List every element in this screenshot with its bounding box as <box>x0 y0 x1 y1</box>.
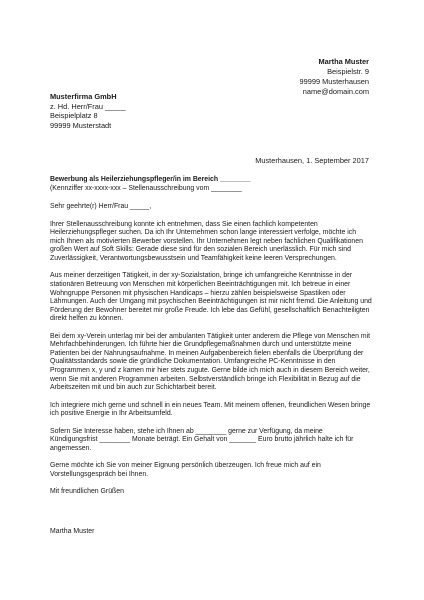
recipient-city: 99999 Musterstadt <box>50 120 112 130</box>
salutation: Sehr geehrte(r) Herr/Frau _____, <box>50 203 152 211</box>
sender-name: Martha Muster <box>318 57 369 66</box>
recipient-attn: z. Hd. Herr/Frau _____ <box>50 101 126 111</box>
letter-subject: Bewerbung als Heilerziehungspfleger/in im Bereich ________ <box>50 176 251 183</box>
sender-email: name@domain.com <box>302 87 369 96</box>
paragraph: Gerne möchte ich Sie von meiner Eignung persönlich überzeugen. Ich freue mich auf ein Vorstellungsgespräch bei Ihnen. <box>50 462 321 478</box>
sender-address <box>300 57 369 97</box>
letter-date: Musterhausen, 1. September 2017 <box>255 156 369 165</box>
paragraph: Ich integriere mich gerne und schnell in ein neues Team. Mit meinem offenen, freundlichen Wesen bringe ich positive Energie in Ihr Arbeitsumfeld. <box>50 401 371 418</box>
sender-city: 99999 Musterhausen <box>299 77 369 86</box>
paragraph: Bei dem xy-Verein unterlag mir bei der ambulanten Tätigkeit unter anderem die Pflege von Menschen mit Mehrfachbehinderungen. Ich führte hier die Grundpflegemaßnahmen durch und unterstützte meine Patienten bei der Nahrungsaufnahme. In meinen Aufgabenbereich fielen ebenfalls die Überprüfung der Qualitätsstandards sowie die gründliche Dokumentation. Umfangreiche PC-Kenntnisse in den Programmen x, y und z kamen mir hier stets zugute. Gerne bilde ich mich auch in diesem Bereich weiter, wenn Sie mit anderen Programmen arbeiten. Selbstverständlich bringe ich Flexibilität in Bezug auf die Arbeitszeiten mit und bin auch zur Schichtarbeit bereit. <box>50 332 371 392</box>
signature-name: Martha Muster <box>50 527 95 535</box>
paragraph: Sofern Sie Interesse haben, stehe ich Ihnen ab ________ gerne zur Verfügung, da meine Kündigungsfrist ________ Monate beträgt. Ein Gehalt von _______ Euro brutto jährlich halte ich für angemessen. <box>50 427 354 452</box>
recipient-address <box>50 92 126 130</box>
letter-body <box>50 176 372 536</box>
letter-reference: (Kennziffer xx-xxxx-xxx – Stellenausschreibung vom ________ <box>50 184 242 192</box>
recipient-street: Beispielplatz 8 <box>50 111 98 120</box>
paragraph: Aus meiner derzeitigen Tätigkeit, in der xy-Sozialstation, bringe ich umfangreiche Kenntnisse in der stationären Betreuung von Menschen mit körperlichen Beeinträchtigungen mit. Ich betreue in einer Wohngruppe Personen mit physischen Handicaps – hierzu zählen beispielsweise Spastiken oder Lähmungen. Auch der Umgang mit psychischen Beeinträchtigungen ist mir nicht fremd. Die Anleitung und Förderung der Bewohner bereitet mir große Freude. Ich lebe das Gefühl, gesellschaftlich Benachteiligten direkt helfen zu können. <box>50 272 372 323</box>
recipient-company: Musterfirma GmbH <box>50 92 117 101</box>
paragraph: Ihrer Stellenausschreibung konnte ich entnehmen, dass Sie einen fachlich kompetenten Heilerziehungspfleger suchen. Da ich Ihr Unternehmen schon lange interessiert verfolge, möchte ich mich Ihnen als motivierten Bewerber vorstellen. Ihr Unternehmen legt neben fachlichen Qualifikationen großen Wert auf Soft Skills: Gerade diese sind für den sozialen Bereich unerlässlich. Für mich sind Zuverlässigkeit, Verantwortungsbewusstsein und Teamfähigkeit keine leeren Versprechungen. <box>50 220 363 262</box>
closing: Mit freundlichen Grüßen <box>50 488 124 496</box>
sender-street: Beispielstr. 9 <box>327 67 369 76</box>
